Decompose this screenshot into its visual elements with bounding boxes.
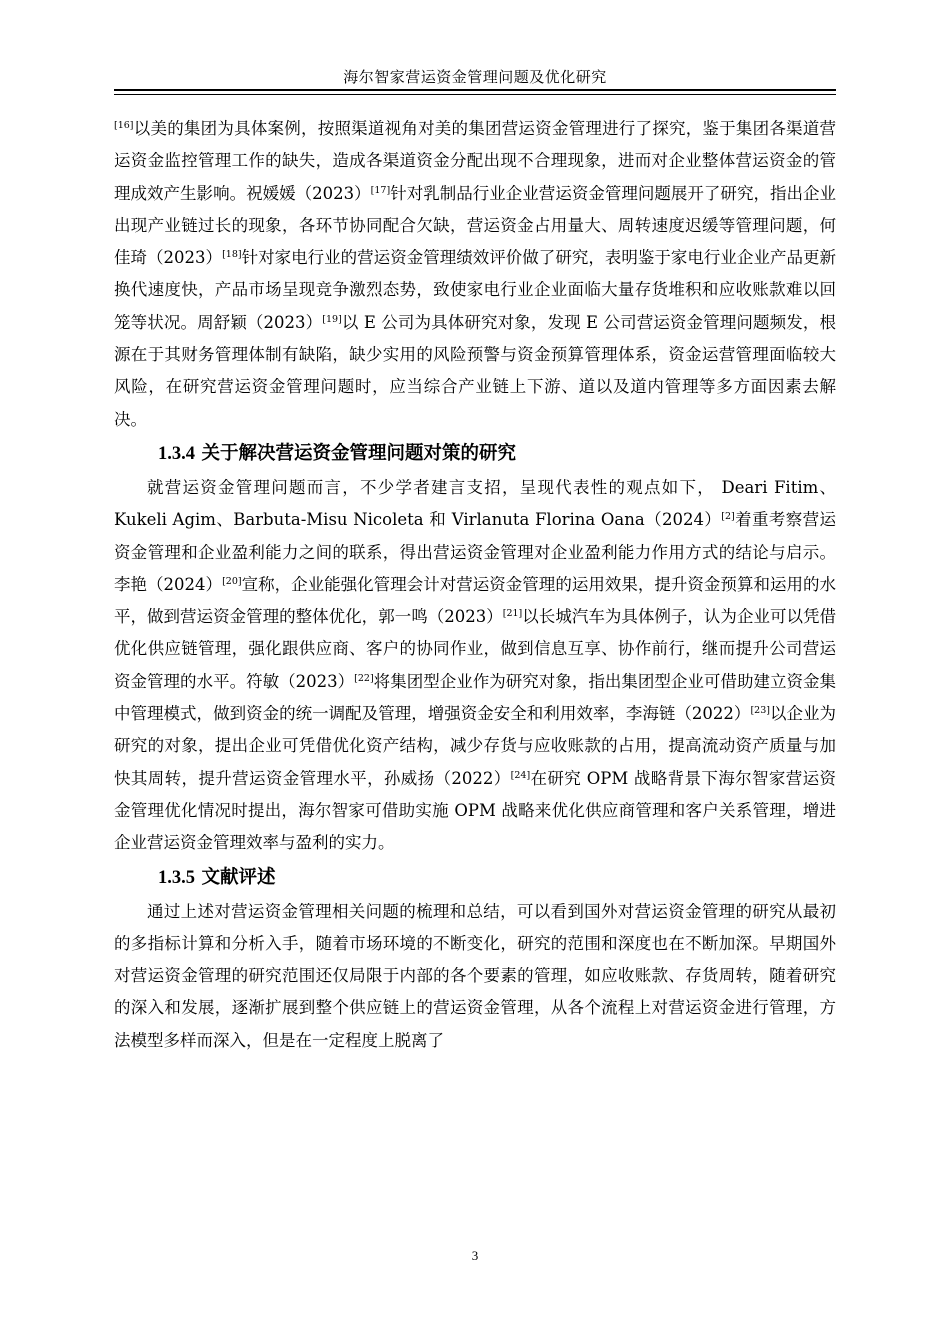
section-heading-1-3-4	[114, 436, 836, 472]
paragraph-text: 以企业为研究的对象，提出企业可凭借优化资产结构，减少存货与应收账款的占用，提高流动资产质量与加快其周转，提升营运资金管理水平，孙威扬（2022）	[114, 704, 837, 788]
paragraph-text: 针对家电行业的营运资金管理绩效评价做了研究，表明鉴于家电行业企业产品更新换代速度快，产品市场呈现竞争激烈态势，致使家电行业企业面临大量存货堆积和应收账款难以回笼等状况。周舒颖（2023）	[114, 248, 837, 332]
citation-17: [17]	[370, 184, 391, 196]
citation-19: [19]	[322, 313, 342, 325]
section-number: 1.3.4	[158, 443, 195, 464]
paragraph-text: 以 E 公司为具体研究对象，发现 E 公司营运资金管理问题频发，根源在于其财务管理体制有缺陷，缺少实用的风险预警与资金预算管理体系，资金运营管理面临较大风险，在研究营运资金管理问题时，应当综合产业链上下游、道以及道内管理等多方面因素去解决。	[114, 312, 836, 429]
paragraph-text: 着重考察营运资金管理和企业盈利能力之间的联系，得出营运资金管理对企业盈利能力作用方式的结论与启示。李艳（2024）	[114, 510, 836, 594]
paragraph-text: 通过上述对营运资金管理相关问题的梳理和总结，可以看到国外对营运资金管理的研究从最初的多指标计算和分析入手，随着市场环境的不断变化，研究的范围和深度也在不断加深。早期国外对营运资金管理的研究范围还仅局限于内部的各个要素的管理，如应收账款、存货周转，随着研究的深入和发展，逐渐扩展到整个供应链上的营运资金管理，从各个流程上对营运资金进行管理，方法模型多样而深入，但是在一定程度上脱离了	[114, 901, 836, 1050]
citation-24: [24]	[510, 769, 531, 781]
header-rule-thin	[114, 94, 836, 95]
section-heading-1-3-5	[114, 860, 836, 896]
header-rule-thick	[114, 89, 836, 91]
page-body	[114, 113, 836, 1057]
paragraph-text: 将集团型企业作为研究对象，指出集团型企业可借助建立资金集中管理模式，做到资金的统一调配及管理，增强资金安全和利用效率，李海链（2022）	[114, 671, 837, 724]
paragraph-literature-review	[114, 896, 836, 1057]
paragraph-text: 就营运资金管理问题而言，不少学者建言支招，呈现代表性的观点如下， Deari Fitim、Kukeli Agim、Barbuta-Misu Nicoleta 和 Virlanuta Florina Oana（2024）	[114, 477, 836, 530]
citation-22: [22]	[354, 672, 374, 684]
citation-23: [23]	[750, 705, 770, 717]
running-header: 海尔智家营运资金管理问题及优化研究	[343, 68, 607, 86]
paragraph-text: 宣称，企业能强化管理会计对营运资金管理的运用效果，提升资金预算和运用的水平，做到营运资金管理的整体优化，郭一鸣（2023）	[114, 574, 837, 627]
paragraph-text: 针对乳制品行业企业营运资金管理问题展开了研究，指出企业出现产业链过长的现象，各环节协同配合欠缺，营运资金占用量大、周转速度迟缓等管理问题，何佳琦（2023）	[114, 183, 837, 268]
paragraph-text: 以美的集团为具体案例，按照渠道视角对美的集团营运资金管理进行了探究，鉴于集团各渠道营运资金监控管理工作的缺失，造成各渠道资金分配出现不合理现象，进而对企业整体营运资金的管理成效产生影响。祝媛媛（2023）	[114, 119, 836, 203]
citation-16: [16]	[114, 120, 134, 131]
paragraph-text: 在研究 OPM 战略背景下海尔智家营运资金管理优化情况时提出，海尔智家可借助实施 OPM 战略来优化供应商管理和客户关系管理，增进企业营运资金管理效率与盈利的实力。	[114, 768, 836, 853]
section-number: 1.3.5	[158, 867, 195, 888]
citation-20: [20]	[222, 575, 242, 587]
citation-21: [21]	[502, 608, 523, 620]
paragraph-literature-continued	[114, 113, 836, 436]
section-title: 关于解决营运资金管理问题对策的研究	[201, 442, 516, 464]
page-number: 3	[471, 1248, 479, 1263]
citation-2: [2]	[721, 511, 735, 523]
paragraph-countermeasures	[114, 472, 836, 860]
paragraph-text: 以长城汽车为具体例子，认为企业可以凭借优化供应链管理，强化跟供应商、客户的协同作业，做到信息互享、协作前行，继而提升公司营运资金管理的水平。符敏（2023）	[114, 607, 837, 691]
section-title: 文献评述	[201, 866, 276, 888]
citation-18: [18]	[222, 249, 242, 261]
